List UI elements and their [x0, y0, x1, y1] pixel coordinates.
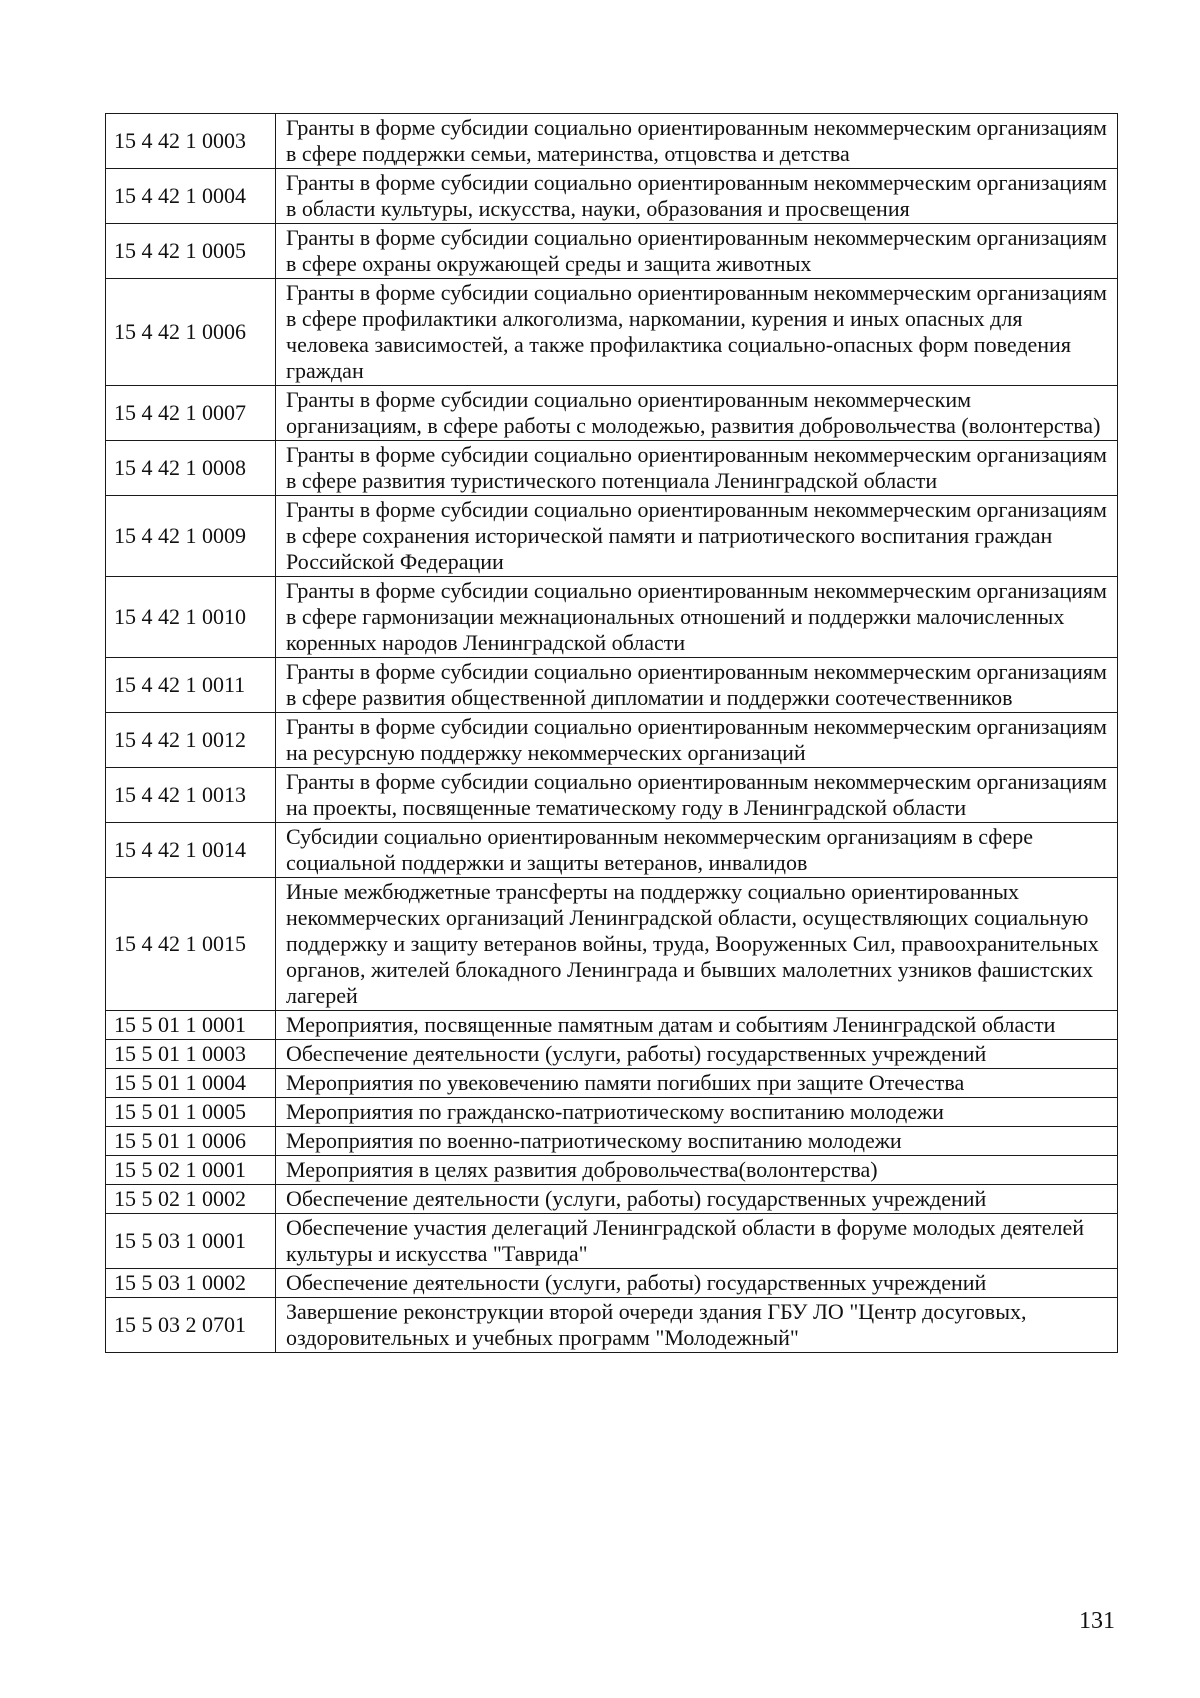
row-description: Гранты в форме субсидии социально ориентированным некоммерческим организациям в сфере профилактики алкоголизма, наркомании, курения и иных опасных для человека зависимостей, а также профилактика социально-опасных форм поведения граждан	[276, 279, 1118, 386]
table-row	[106, 1214, 1118, 1269]
table-row	[106, 279, 1118, 386]
row-description: Обеспечение деятельности (услуги, работы) государственных учреждений	[276, 1040, 1118, 1069]
table-row	[106, 1298, 1118, 1353]
row-code: 15 5 02 1 0001	[106, 1156, 276, 1185]
row-description: Обеспечение участия делегаций Ленинградской области в форуме молодых деятелей культуры и искусства "Таврида"	[276, 1214, 1118, 1269]
row-description: Мероприятия, посвященные памятным датам и событиям Ленинградской области	[276, 1011, 1118, 1040]
row-description: Мероприятия в целях развития добровольчества(волонтерства)	[276, 1156, 1118, 1185]
table-row	[106, 114, 1118, 169]
row-description: Гранты в форме субсидии социально ориентированным некоммерческим организациям в сфере развития туристического потенциала Ленинградской области	[276, 441, 1118, 496]
row-description: Мероприятия по военно-патриотическому воспитанию молодежи	[276, 1127, 1118, 1156]
row-code: 15 5 03 2 0701	[106, 1298, 276, 1353]
row-code: 15 5 03 1 0001	[106, 1214, 276, 1269]
row-code: 15 4 42 1 0014	[106, 823, 276, 878]
row-description: Иные межбюджетные трансферты на поддержку социально ориентированных некоммерческих организаций Ленинградской области, осуществляющих социальную поддержку и защиту ветеранов войны, труда, Вооруженных Сил, правоохранительных органов, жителей блокадного Ленинграда и бывших малолетних узников фашистских лагерей	[276, 878, 1118, 1011]
row-description: Гранты в форме субсидии социально ориентированным некоммерческим организациям на проекты, посвященные тематическому году в Ленинградской области	[276, 768, 1118, 823]
row-code: 15 5 03 1 0002	[106, 1269, 276, 1298]
row-description: Гранты в форме субсидии социально ориентированным некоммерческим организациям, в сфере работы с молодежью, развития добровольчества (волонтерства)	[276, 386, 1118, 441]
table-row	[106, 1040, 1118, 1069]
table-row	[106, 768, 1118, 823]
row-description: Гранты в форме субсидии социально ориентированным некоммерческим организациям в сфере сохранения исторической памяти и патриотического воспитания граждан Российской Федерации	[276, 496, 1118, 577]
row-description: Субсидии социально ориентированным некоммерческим организациям в сфере социальной поддержки и защиты ветеранов, инвалидов	[276, 823, 1118, 878]
row-description: Гранты в форме субсидии социально ориентированным некоммерческим организациям на ресурсную поддержку некоммерческих организаций	[276, 713, 1118, 768]
table-row	[106, 1269, 1118, 1298]
row-code: 15 4 42 1 0013	[106, 768, 276, 823]
table-row	[106, 1011, 1118, 1040]
row-description: Обеспечение деятельности (услуги, работы) государственных учреждений	[276, 1269, 1118, 1298]
row-code: 15 4 42 1 0012	[106, 713, 276, 768]
row-code: 15 4 42 1 0005	[106, 224, 276, 279]
table-row	[106, 577, 1118, 658]
table-row	[106, 1098, 1118, 1127]
row-description: Гранты в форме субсидии социально ориентированным некоммерческим организациям в сфере поддержки семьи, материнства, отцовства и детства	[276, 114, 1118, 169]
table-row	[106, 169, 1118, 224]
row-code: 15 4 42 1 0011	[106, 658, 276, 713]
row-code: 15 4 42 1 0006	[106, 279, 276, 386]
budget-codes-table	[105, 113, 1118, 1353]
table-row	[106, 878, 1118, 1011]
table-row	[106, 1156, 1118, 1185]
table-row	[106, 224, 1118, 279]
row-code: 15 4 42 1 0009	[106, 496, 276, 577]
row-code: 15 4 42 1 0004	[106, 169, 276, 224]
table-row	[106, 441, 1118, 496]
table-body	[106, 114, 1118, 1353]
row-code: 15 4 42 1 0003	[106, 114, 276, 169]
row-code: 15 5 02 1 0002	[106, 1185, 276, 1214]
table-row	[106, 1127, 1118, 1156]
row-code: 15 5 01 1 0001	[106, 1011, 276, 1040]
row-code: 15 4 42 1 0015	[106, 878, 276, 1011]
row-code: 15 4 42 1 0007	[106, 386, 276, 441]
table-row	[106, 1069, 1118, 1098]
page-number: 131	[1079, 1608, 1115, 1634]
table-row	[106, 713, 1118, 768]
table-row	[106, 1185, 1118, 1214]
row-code: 15 5 01 1 0003	[106, 1040, 276, 1069]
row-code: 15 4 42 1 0008	[106, 441, 276, 496]
row-description: Завершение реконструкции второй очереди здания ГБУ ЛО "Центр досуговых, оздоровительных и учебных программ "Молодежный"	[276, 1298, 1118, 1353]
row-code: 15 4 42 1 0010	[106, 577, 276, 658]
row-description: Мероприятия по увековечению памяти погибших при защите Отечества	[276, 1069, 1118, 1098]
row-description: Обеспечение деятельности (услуги, работы) государственных учреждений	[276, 1185, 1118, 1214]
row-description: Гранты в форме субсидии социально ориентированным некоммерческим организациям в сфере развития общественной дипломатии и поддержки соотечественников	[276, 658, 1118, 713]
table-row	[106, 386, 1118, 441]
row-description: Гранты в форме субсидии социально ориентированным некоммерческим организациям в сфере гармонизации межнациональных отношений и поддержки малочисленных коренных народов Ленинградской области	[276, 577, 1118, 658]
table-row	[106, 823, 1118, 878]
row-description: Мероприятия по гражданско-патриотическому воспитанию молодежи	[276, 1098, 1118, 1127]
table-row	[106, 496, 1118, 577]
row-code: 15 5 01 1 0006	[106, 1127, 276, 1156]
row-code: 15 5 01 1 0004	[106, 1069, 276, 1098]
row-code: 15 5 01 1 0005	[106, 1098, 276, 1127]
row-description: Гранты в форме субсидии социально ориентированным некоммерческим организациям в сфере охраны окружающей среды и защита животных	[276, 224, 1118, 279]
table-row	[106, 658, 1118, 713]
row-description: Гранты в форме субсидии социально ориентированным некоммерческим организациям в области культуры, искусства, науки, образования и просвещения	[276, 169, 1118, 224]
